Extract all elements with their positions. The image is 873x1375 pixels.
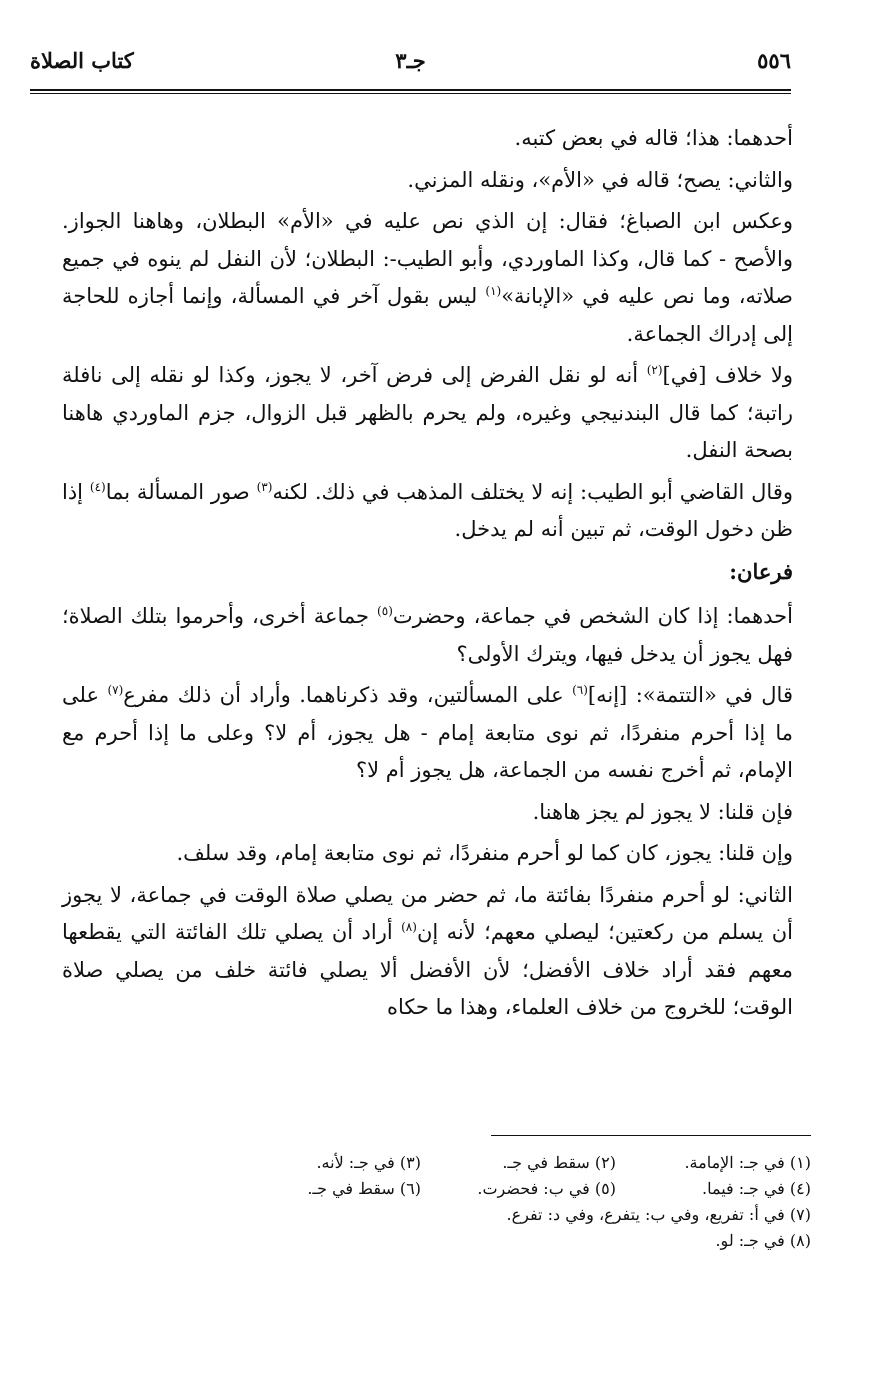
footnote: (٦) سقط في جـ. (307, 1179, 421, 1198)
footnote-row (191, 1228, 811, 1254)
running-header (30, 44, 791, 88)
text: إذا ظن دخول الوقت، ثم تبين أنه لم يدخل. (62, 479, 793, 541)
text: أحدهما: إذا كان الشخص في جماعة، وحضرت (392, 604, 793, 628)
paragraph (62, 794, 793, 832)
paragraph (62, 357, 793, 470)
text: ليس بقول آخر في المسألة، وإنما أجازه للحاجة إلى إدراك الجماعة. (62, 284, 793, 346)
footnote-mark: (٢) (646, 363, 663, 377)
header-rule (30, 89, 791, 91)
footnote-row (191, 1150, 811, 1176)
paragraph (62, 203, 793, 353)
text: وعكس ابن الصباغ؛ فقال: إن الذي نص عليه في «الأم» البطلان، وهاهنا الجواز. والأصح - كما قال، وكذا الماوردي، وأبو الطيب-: البطلان؛ لأن النفل لم ينوه في جميع صلاته، وما نص عليه في «الإبانة» (62, 209, 793, 308)
footnote: (٧) في أ: تفريع، وفي ب: يتفرع، وفي د: تفرع. (506, 1205, 811, 1224)
footnote: (٨) في جـ: لو. (715, 1231, 811, 1250)
text: جماعة أخرى، وأحرموا بتلك الصلاة؛ فهل يجوز أن يدخل فيها، ويترك الأولى؟ (62, 604, 793, 666)
footnote-mark: (٤) (89, 479, 106, 494)
text: الثاني: لو أحرم منفردًا بفائتة ما، ثم حضر من يصلي صلاة الوقت في جماعة، لا يجوز أن يسلم من ركعتين؛ ليصلي معهم؛ لأنه إن (62, 882, 793, 944)
header-rule-thin (30, 93, 791, 94)
text: أنه لو نقل الفرض إلى فرض آخر، لا يجوز، وكذا لو نقله إلى نافلة راتبة؛ كما قال البندنيجي وغيره، ولم يحرم بالظهر قبل الزوال، جزم الماوردي هاهنا بصحة النفل. (62, 363, 793, 462)
footnote-rule (491, 1135, 811, 1136)
paragraph (62, 120, 793, 158)
text: ولا خلاف [في] (662, 363, 793, 387)
footnote: (٤) في جـ: فيما. (702, 1179, 811, 1198)
text: أراد أن يصلي تلك الفائتة التي يقطعها معهم فقد أراد خلاف الأفضل؛ لأن الأفضل ألا يصلي فائتة خلف من يصلي صلاة الوقت؛ للخروج من خلاف العلماء، وهذا ما حكاه (62, 920, 793, 1019)
text: فرعان: (729, 558, 793, 584)
book-title: كتاب الصلاة (30, 48, 134, 73)
footnote: (٢) سقط في جـ. (502, 1153, 616, 1172)
text: قال في «التتمة»: [إنه] (587, 683, 793, 707)
footnote-mark: (٧) (107, 683, 124, 697)
paragraph (62, 835, 793, 873)
text: وقال القاضي أبو الطيب: إنه لا يختلف المذهب في ذلك. لكنه (272, 479, 794, 504)
page-number: ٥٥٦ (757, 48, 791, 73)
paragraph (62, 598, 793, 673)
text: أحدهما: هذا؛ قاله في بعض كتبه. (514, 126, 793, 150)
footnote-mark: (١) (485, 284, 502, 298)
paragraph (62, 877, 793, 1027)
footnotes (191, 1150, 811, 1254)
text: فإن قلنا: لا يجوز لم يجز هاهنا. (532, 799, 793, 824)
footnote-mark: (٨) (401, 920, 417, 934)
footnote-mark: (٣) (256, 479, 273, 494)
section-heading (62, 553, 793, 591)
paragraph (62, 677, 793, 790)
footnote-row (191, 1176, 811, 1202)
text: على المسألتين، وقد ذكرناهما. وأراد أن ذلك مفرع (123, 683, 573, 707)
paragraph (62, 474, 793, 549)
text: وإن قلنا: يجوز، كان كما لو أحرم منفردًا، ثم نوى متابعة إمام، وقد سلف. (176, 841, 793, 865)
footnote: (٥) في ب: فحضرت. (477, 1179, 616, 1198)
text: والثاني: يصح؛ قاله في «الأم»، ونقله المزني. (407, 167, 793, 192)
footnote: (٣) في جـ: لأنه. (316, 1153, 421, 1172)
paragraph (62, 162, 793, 200)
footnote-mark: (٥) (377, 604, 393, 618)
text: على ما إذا أحرم منفردًا، ثم نوى متابعة إمام - هل يجوز، أم لا؟ وعلى ما إذا أحرم مع الإمام، ثم أخرج نفسه من الجماعة، هل يجوز أم لا؟ (62, 683, 793, 782)
footnote: (١) في جـ: الإمامة. (684, 1153, 811, 1172)
footnote-row (191, 1202, 811, 1228)
main-text (62, 120, 793, 1031)
text: صور المسألة بما (105, 479, 257, 504)
footnote-mark: (٦) (572, 683, 588, 697)
volume-label: جـ٣ (395, 48, 426, 73)
